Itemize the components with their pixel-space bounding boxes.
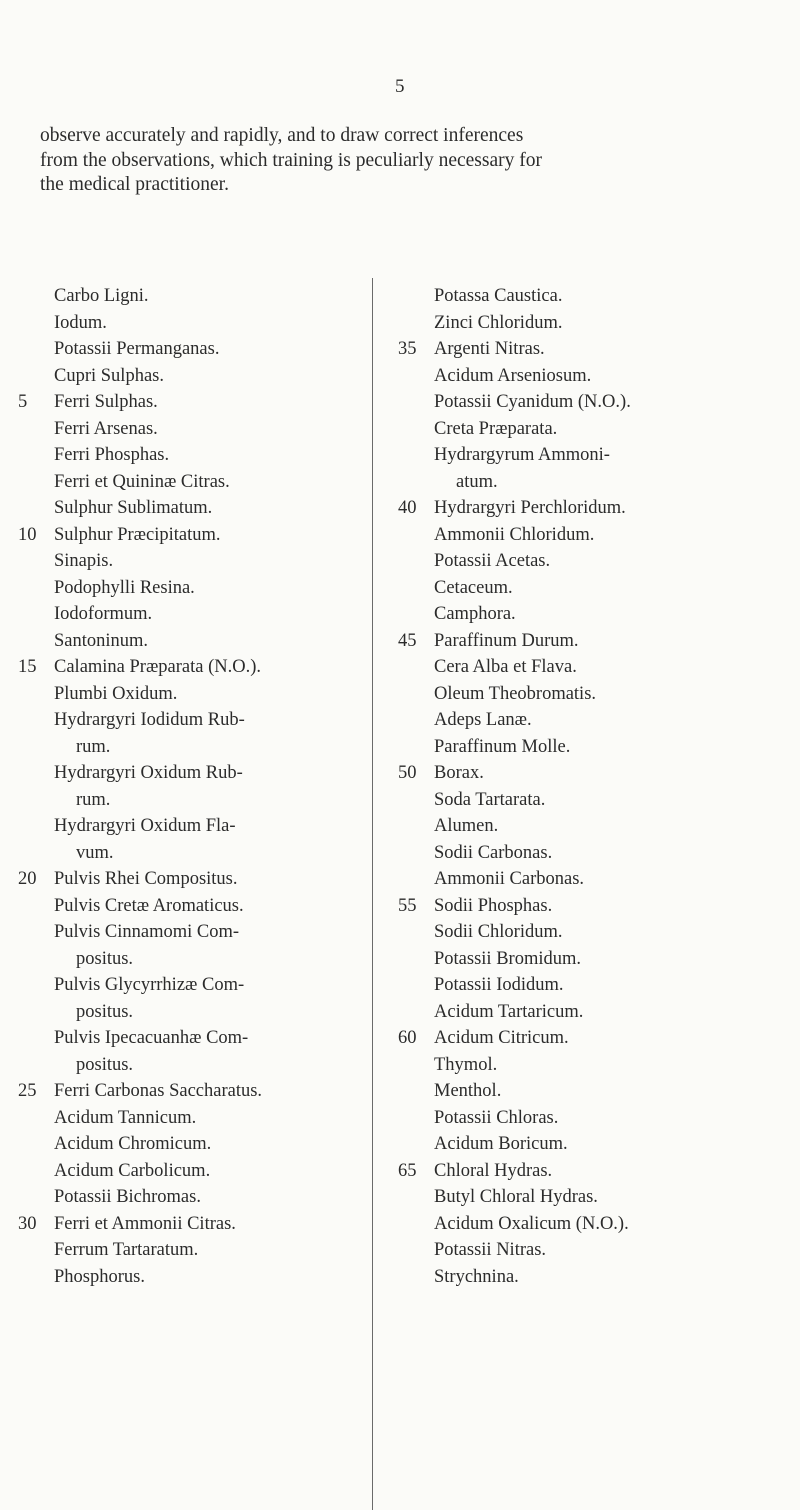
entry-text: [434, 495, 793, 522]
entry-line: Ammonii Carbonas.: [434, 869, 585, 889]
intro-line: the medical practitioner.: [40, 174, 229, 195]
entry-text: [434, 601, 793, 628]
drug-entry: [18, 760, 368, 813]
entry-text: [54, 681, 368, 708]
entry-number: [18, 1264, 54, 1291]
entry-number: [398, 1105, 434, 1132]
entry-line: Thymol.: [434, 1054, 498, 1075]
entry-text: [54, 628, 368, 655]
entry-text: [54, 522, 368, 549]
entry-number: [18, 1105, 54, 1132]
entry-line: Ferri Phosphas.: [54, 445, 170, 465]
entry-line: Sulphur Præcipitatum.: [54, 524, 221, 545]
drug-entry: [398, 1237, 793, 1264]
entry-text: [54, 760, 368, 813]
drug-entry: [18, 1184, 368, 1211]
entry-line: Acidum Carbolicum.: [54, 1160, 211, 1181]
entry-number: [398, 681, 434, 708]
drug-entry: [398, 866, 793, 893]
entry-text: [434, 1131, 793, 1158]
entry-line: Pulvis Rhei Compositus.: [54, 869, 238, 889]
entry-number: 45: [398, 630, 417, 651]
drug-entry: [18, 1237, 368, 1264]
page-number: 5: [395, 76, 405, 97]
entry-text: [54, 1105, 368, 1132]
entry-number: [18, 442, 54, 469]
entry-text: [434, 416, 793, 443]
entry-number: [18, 707, 54, 760]
entry-text: [434, 283, 793, 310]
entry-text: [434, 1025, 793, 1052]
entry-number: [398, 972, 434, 999]
entry-text: [54, 893, 368, 920]
entry-text: [54, 283, 368, 310]
drug-entry: [18, 416, 368, 443]
entry-text: [54, 1131, 368, 1158]
entry-text: [54, 389, 368, 416]
entry-text: [54, 363, 368, 390]
entry-line: Hydrargyri Oxidum Rub-: [54, 763, 243, 783]
drug-entry: [18, 389, 368, 416]
drug-entry: [398, 893, 793, 920]
drug-entry: [398, 310, 793, 337]
drug-entry: [18, 522, 368, 549]
entry-text: [434, 442, 793, 495]
drug-entry: [398, 1184, 793, 1211]
entry-line: Potassa Caustica.: [434, 286, 563, 306]
entry-text: [434, 1078, 793, 1105]
entry-text: [434, 681, 793, 708]
entry-text: [54, 866, 368, 893]
drug-entry: [18, 336, 368, 363]
entry-text: [54, 1184, 368, 1211]
drug-entry: [18, 893, 368, 920]
entry-number: [18, 575, 54, 602]
entry-line: Potassii Permanganas.: [54, 339, 220, 359]
entry-line: Ferri Carbonas Saccharatus.: [54, 1081, 263, 1101]
entry-line: rum.: [76, 789, 111, 810]
drug-entry: [18, 681, 368, 708]
drug-entry: [18, 813, 368, 866]
entry-text: [434, 1237, 793, 1264]
entry-number: [398, 442, 434, 495]
entry-number: 30: [18, 1213, 37, 1234]
drug-entry: [18, 283, 368, 310]
drug-entry: [398, 654, 793, 681]
entry-text: [54, 575, 368, 602]
entry-line: Acidum Citricum.: [434, 1028, 569, 1048]
entry-text: [54, 919, 368, 972]
entry-text: [434, 787, 793, 814]
entry-text: [434, 654, 793, 681]
entry-line: Potassii Iodidum.: [434, 975, 564, 995]
drug-entry: [398, 840, 793, 867]
drug-entry: [398, 601, 793, 628]
entry-line: Ferri et Ammonii Citras.: [54, 1213, 236, 1234]
drug-entry: [398, 1078, 793, 1105]
entry-line: Cera Alba et Flava.: [434, 657, 577, 677]
entry-line: Soda Tartarata.: [434, 789, 546, 810]
entry-text: [434, 840, 793, 867]
entry-text: [54, 654, 368, 681]
entry-text: [434, 893, 793, 920]
entry-text: [434, 972, 793, 999]
entry-number: [398, 1237, 434, 1264]
entry-number: [18, 893, 54, 920]
drug-entry: [398, 1264, 793, 1291]
drug-entry: [18, 310, 368, 337]
drug-entry: [18, 628, 368, 655]
entry-text: [434, 1158, 793, 1185]
entry-text: [434, 310, 793, 337]
drug-entry: [398, 707, 793, 734]
entry-number: [398, 734, 434, 761]
entry-text: [434, 522, 793, 549]
entry-number: [398, 601, 434, 628]
drug-entry: [398, 1158, 793, 1185]
entry-number: [398, 283, 434, 310]
entry-number: [398, 522, 434, 549]
drug-entry: [398, 999, 793, 1026]
entry-line: Santoninum.: [54, 630, 149, 651]
entry-line: Pulvis Cinnamomi Com-: [54, 922, 240, 942]
entry-number: [18, 283, 54, 310]
drug-entry: [398, 1025, 793, 1052]
drug-entry: [398, 681, 793, 708]
drug-entry: [398, 919, 793, 946]
entry-number: [398, 1184, 434, 1211]
entry-line: Zinci Chloridum.: [434, 312, 563, 333]
entry-number: [398, 866, 434, 893]
drug-entry: [18, 363, 368, 390]
entry-line: Cupri Sulphas.: [54, 365, 164, 386]
entry-line: Pulvis Cretæ Aromaticus.: [54, 895, 244, 916]
entry-text: [54, 442, 368, 469]
entry-text: [434, 628, 793, 655]
entry-number: [398, 999, 434, 1026]
entry-number: [18, 469, 54, 496]
entry-number: [398, 840, 434, 867]
entry-number: [398, 1264, 434, 1291]
drug-entry: [18, 707, 368, 760]
entry-number: 35: [398, 339, 417, 359]
entry-line: Creta Præparata.: [434, 418, 558, 439]
drug-entry: [398, 495, 793, 522]
entry-text: [434, 734, 793, 761]
drug-entry: [398, 548, 793, 575]
entry-number: [398, 1052, 434, 1079]
entry-text: [434, 707, 793, 734]
entry-line: Acidum Oxalicum (N.O.).: [434, 1213, 629, 1234]
drug-entry: [398, 389, 793, 416]
intro-paragraph: [40, 124, 760, 198]
entry-number: [398, 363, 434, 390]
entry-text: [434, 548, 793, 575]
entry-line: Pulvis Ipecacuanhæ Com-: [54, 1028, 249, 1048]
entry-text: [54, 813, 368, 866]
drug-entry: [398, 1211, 793, 1238]
entry-line: Sodii Chloridum.: [434, 922, 563, 942]
drug-entry: [18, 495, 368, 522]
entry-line: positus.: [76, 1001, 134, 1022]
entry-line: Ferri et Quininæ Citras.: [54, 471, 230, 492]
entry-text: [434, 336, 793, 363]
entry-line: Iodoformum.: [54, 604, 153, 624]
entry-text: [54, 1264, 368, 1291]
entry-text: [54, 336, 368, 363]
entry-number: [398, 1131, 434, 1158]
drug-entry: [18, 1025, 368, 1078]
entry-line: Hydrargyri Iodidum Rub-: [54, 710, 245, 730]
entry-line: Sodii Phosphas.: [434, 895, 553, 916]
entry-text: [54, 548, 368, 575]
entry-line: Hydrargyri Perchloridum.: [434, 498, 626, 518]
entry-text: [434, 389, 793, 416]
entry-number: [398, 575, 434, 602]
drug-entry: [398, 522, 793, 549]
entry-line: Acidum Boricum.: [434, 1134, 568, 1154]
drug-entry: [18, 866, 368, 893]
entry-number: [18, 1184, 54, 1211]
entry-number: [18, 1131, 54, 1158]
drug-entry: [18, 1158, 368, 1185]
entry-text: [54, 707, 368, 760]
drug-entry: [18, 919, 368, 972]
entry-line: Paraffinum Molle.: [434, 736, 571, 757]
entry-text: [434, 813, 793, 840]
entry-line: Ferri Arsenas.: [54, 418, 158, 439]
entry-number: [398, 946, 434, 973]
entry-line: Paraffinum Durum.: [434, 630, 579, 651]
entry-number: [18, 919, 54, 972]
drug-entry: [398, 336, 793, 363]
entry-number: [18, 760, 54, 813]
entry-number: [18, 310, 54, 337]
entry-line: Calamina Præparata (N.O.).: [54, 657, 262, 677]
drug-entry: [18, 1264, 368, 1291]
entry-text: [54, 1078, 368, 1105]
column-divider: [372, 278, 373, 1510]
entry-text: [54, 310, 368, 337]
drug-entry: [398, 787, 793, 814]
entry-number: 50: [398, 763, 417, 783]
entry-line: positus.: [76, 948, 134, 969]
entry-text: [434, 1105, 793, 1132]
drug-entry: [18, 548, 368, 575]
entry-text: [434, 999, 793, 1026]
entry-line: Adeps Lanæ.: [434, 710, 532, 730]
drug-entry: [18, 654, 368, 681]
drug-entry: [18, 972, 368, 1025]
entry-number: [18, 813, 54, 866]
entry-line: Potassii Chloras.: [434, 1107, 559, 1128]
entry-text: [434, 946, 793, 973]
entry-text: [54, 416, 368, 443]
entry-number: [398, 389, 434, 416]
drug-entry: [398, 1131, 793, 1158]
entry-line: Phosphorus.: [54, 1266, 145, 1287]
entry-line: Ferri Sulphas.: [54, 392, 158, 412]
entry-number: [398, 787, 434, 814]
entry-line: Borax.: [434, 763, 484, 783]
entry-number: [18, 336, 54, 363]
entry-text: [54, 1237, 368, 1264]
drug-entry: [398, 575, 793, 602]
entry-number: [18, 416, 54, 443]
entry-text: [54, 601, 368, 628]
entry-number: 10: [18, 524, 37, 545]
drug-entry: [398, 760, 793, 787]
entry-line: Butyl Chloral Hydras.: [434, 1187, 598, 1207]
entry-line: Sodii Carbonas.: [434, 842, 553, 863]
left-column-list: [18, 283, 368, 1290]
entry-line: Chloral Hydras.: [434, 1160, 553, 1181]
entry-line: positus.: [76, 1054, 134, 1075]
entry-line: Potassii Cyanidum (N.O.).: [434, 392, 631, 412]
entry-text: [434, 919, 793, 946]
entry-number: [18, 548, 54, 575]
drug-entry: [398, 442, 793, 495]
entry-text: [54, 495, 368, 522]
entry-number: [398, 654, 434, 681]
entry-line: Sinapis.: [54, 551, 114, 571]
entry-number: [18, 1025, 54, 1078]
entry-text: [434, 575, 793, 602]
entry-text: [434, 1052, 793, 1079]
entry-line: Cetaceum.: [434, 577, 513, 598]
entry-line: Acidum Tannicum.: [54, 1107, 197, 1128]
drug-entry: [398, 1052, 793, 1079]
entry-text: [434, 866, 793, 893]
entry-number: [398, 707, 434, 734]
drug-entry: [18, 1131, 368, 1158]
entry-line: Ferrum Tartaratum.: [54, 1240, 199, 1260]
entry-line: Alumen.: [434, 816, 499, 836]
entry-number: [398, 813, 434, 840]
entry-line: Ammonii Chloridum.: [434, 524, 595, 545]
entry-number: [18, 363, 54, 390]
entry-number: 55: [398, 895, 417, 916]
entry-number: [18, 628, 54, 655]
entry-number: [18, 972, 54, 1025]
entry-text: [54, 972, 368, 1025]
entry-text: [54, 1158, 368, 1185]
entry-number: [398, 1211, 434, 1238]
entry-text: [54, 1025, 368, 1078]
drug-entry: [398, 946, 793, 973]
entry-number: [398, 416, 434, 443]
entry-line: Menthol.: [434, 1081, 502, 1101]
drug-entry: [398, 734, 793, 761]
entry-number: [398, 310, 434, 337]
entry-line: rum.: [76, 736, 111, 757]
entry-line: Potassii Acetas.: [434, 551, 551, 571]
drug-entry: [18, 1211, 368, 1238]
entry-line: Hydrargyrum Ammoni-: [434, 445, 610, 465]
entry-number: [18, 1158, 54, 1185]
entry-number: [18, 601, 54, 628]
entry-number: [18, 495, 54, 522]
entry-number: [18, 681, 54, 708]
drug-entry: [398, 283, 793, 310]
drug-entry: [398, 363, 793, 390]
entry-line: atum.: [456, 471, 498, 492]
entry-number: [398, 548, 434, 575]
drug-entry: [18, 1105, 368, 1132]
drug-entry: [398, 1105, 793, 1132]
entry-number: 40: [398, 498, 417, 518]
entry-number: 65: [398, 1160, 417, 1181]
entry-line: Acidum Chromicum.: [54, 1134, 212, 1154]
drug-entry: [18, 1078, 368, 1105]
entry-number: [18, 1237, 54, 1264]
entry-line: Carbo Ligni.: [54, 286, 149, 306]
entry-line: Acidum Tartaricum.: [434, 1001, 584, 1022]
entry-line: Potassii Nitras.: [434, 1240, 547, 1260]
entry-number: [398, 919, 434, 946]
entry-text: [434, 1211, 793, 1238]
entry-text: [434, 760, 793, 787]
drug-entry: [398, 813, 793, 840]
drug-entry: [398, 972, 793, 999]
entry-line: Oleum Theobromatis.: [434, 683, 597, 704]
entry-line: Potassii Bromidum.: [434, 948, 581, 969]
entry-line: Strychnina.: [434, 1266, 519, 1287]
entry-text: [54, 469, 368, 496]
drug-entry: [18, 469, 368, 496]
entry-number: 60: [398, 1028, 417, 1048]
entry-line: Argenti Nitras.: [434, 339, 545, 359]
entry-text: [434, 1184, 793, 1211]
entry-number: 20: [18, 869, 37, 889]
drug-entry: [18, 442, 368, 469]
intro-line: from the observations, which training is peculiarly necessary for: [40, 149, 542, 171]
entry-number: 5: [18, 392, 28, 412]
entry-line: Hydrargyri Oxidum Fla-: [54, 816, 236, 836]
entry-line: vum.: [76, 842, 114, 863]
entry-number: 15: [18, 657, 37, 677]
entry-line: Podophylli Resina.: [54, 577, 195, 598]
entry-line: Pulvis Glycyrrhizæ Com-: [54, 975, 245, 995]
entry-text: [434, 363, 793, 390]
entry-number: [398, 1078, 434, 1105]
entry-line: Plumbi Oxidum.: [54, 683, 178, 704]
entry-line: Camphora.: [434, 604, 516, 624]
drug-entry: [18, 601, 368, 628]
entry-text: [54, 1211, 368, 1238]
intro-line: observe accurately and rapidly, and to draw correct inferences: [40, 125, 524, 146]
entry-line: Acidum Arseniosum.: [434, 365, 592, 386]
right-column-list: [398, 283, 793, 1290]
drug-entry: [18, 575, 368, 602]
entry-line: Iodum.: [54, 312, 107, 333]
entry-line: Sulphur Sublimatum.: [54, 498, 213, 518]
entry-line: Potassii Bichromas.: [54, 1187, 201, 1207]
drug-entry: [398, 416, 793, 443]
drug-entry: [398, 628, 793, 655]
entry-number: 25: [18, 1081, 37, 1101]
entry-text: [434, 1264, 793, 1291]
